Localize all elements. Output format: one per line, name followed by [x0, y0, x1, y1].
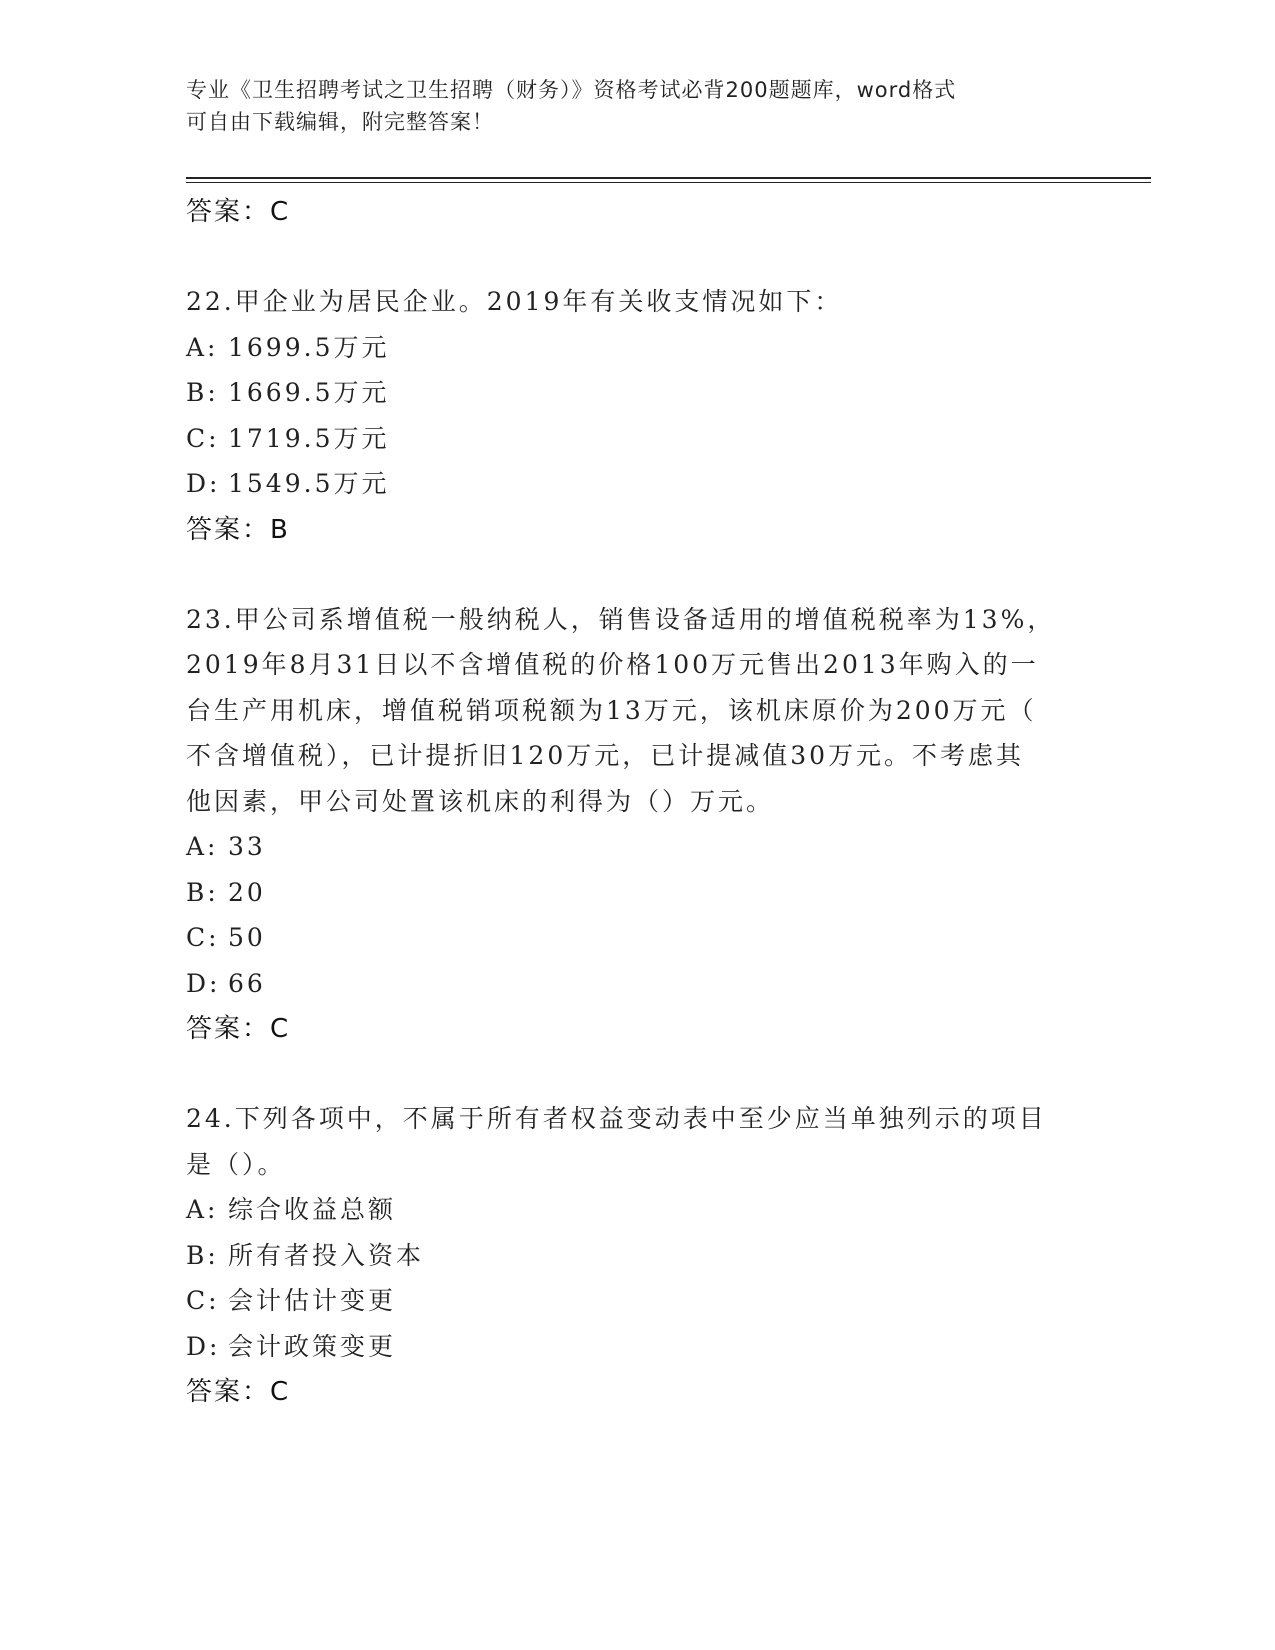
option-a [186, 325, 1151, 371]
header-divider-thin [186, 182, 1151, 183]
option-text: 会计政策变更 [228, 1331, 397, 1361]
question-22 [186, 279, 1151, 553]
header-line-2: 可自由下载编辑，附完整答案！ [186, 110, 494, 134]
question-list [186, 189, 1151, 1415]
option-letter: B: [186, 378, 219, 407]
option-letter: B: [186, 877, 219, 907]
question-stem [186, 279, 1071, 325]
option-letter: D: [186, 968, 221, 998]
header-line-1: 专业《卫生招聘考试之卫生招聘（财务）》资格考试必背200题题库，word格式 [186, 78, 957, 102]
stem-line: 不含增值税），已计提折旧120万元，已计提减值30万元。不考虑其 [186, 741, 1025, 770]
option-text: 所有者投入资本 [228, 1240, 425, 1270]
document-page [186, 0, 1151, 1650]
header-divider-thick [186, 177, 1151, 179]
option-c [186, 1278, 1151, 1324]
option-text: 50 [228, 923, 266, 952]
option-letter: B: [186, 1240, 219, 1270]
option-letter: D: [186, 1331, 221, 1361]
option-text: 会计估计变更 [228, 1286, 397, 1315]
option-a [186, 1187, 1151, 1233]
option-d [186, 1324, 1151, 1370]
answer: 答案：C [186, 1014, 291, 1044]
option-text: 1699.5万元 [228, 332, 390, 362]
option-letter: C: [186, 423, 220, 453]
question-stem [186, 597, 1071, 825]
option-text: 33 [228, 832, 266, 861]
question-24 [186, 1096, 1151, 1415]
answer: 答案：C [186, 1377, 291, 1407]
stem-line: 2019年8月31日以不含增值税的价格100万元售出2013年购入的一 [186, 650, 1039, 679]
option-letter: A: [186, 1195, 219, 1224]
option-text: 1549.5万元 [228, 469, 390, 498]
question-stem [186, 1096, 1071, 1187]
option-text: 1669.5万元 [228, 378, 390, 407]
option-b [186, 1233, 1151, 1279]
stem-line: 24.下列各项中，不属于所有者权益变动表中至少应当单独列示的项目 [186, 1104, 1047, 1133]
option-text: 66 [228, 968, 266, 998]
stem-line: 台生产用机床，增值税销项税额为13万元，该机床原价为200万元（ [186, 695, 1037, 725]
stem-line: 他因素，甲公司处置该机床的利得为（）万元。 [186, 786, 775, 816]
option-text: 20 [228, 877, 266, 907]
option-letter: A: [186, 832, 219, 861]
option-d [186, 461, 1151, 507]
spacer [186, 235, 1151, 279]
document-header [186, 74, 1066, 138]
stem-line: 是（）。 [186, 1149, 286, 1179]
option-b [186, 370, 1151, 416]
spacer [186, 1052, 1151, 1096]
option-b [186, 870, 1151, 916]
option-a [186, 824, 1151, 870]
answer: 答案：B [186, 514, 290, 545]
option-letter: D: [186, 469, 221, 498]
option-letter: C: [186, 923, 220, 952]
option-d [186, 961, 1151, 1007]
stem-line: 23.甲公司系增值税一般纳税人，销售设备适用的增值税税率为13%， [186, 604, 1056, 634]
option-letter: C: [186, 1286, 220, 1315]
option-letter: A: [186, 332, 219, 362]
option-c [186, 416, 1151, 462]
option-text: 综合收益总额 [228, 1195, 397, 1224]
question-23 [186, 597, 1151, 1053]
previous-answer: 答案：C [186, 197, 291, 227]
stem-line: 22.甲企业为居民企业。2019年有关收支情况如下： [186, 287, 843, 316]
option-c [186, 915, 1151, 961]
option-text: 1719.5万元 [228, 423, 390, 453]
spacer [186, 553, 1151, 597]
